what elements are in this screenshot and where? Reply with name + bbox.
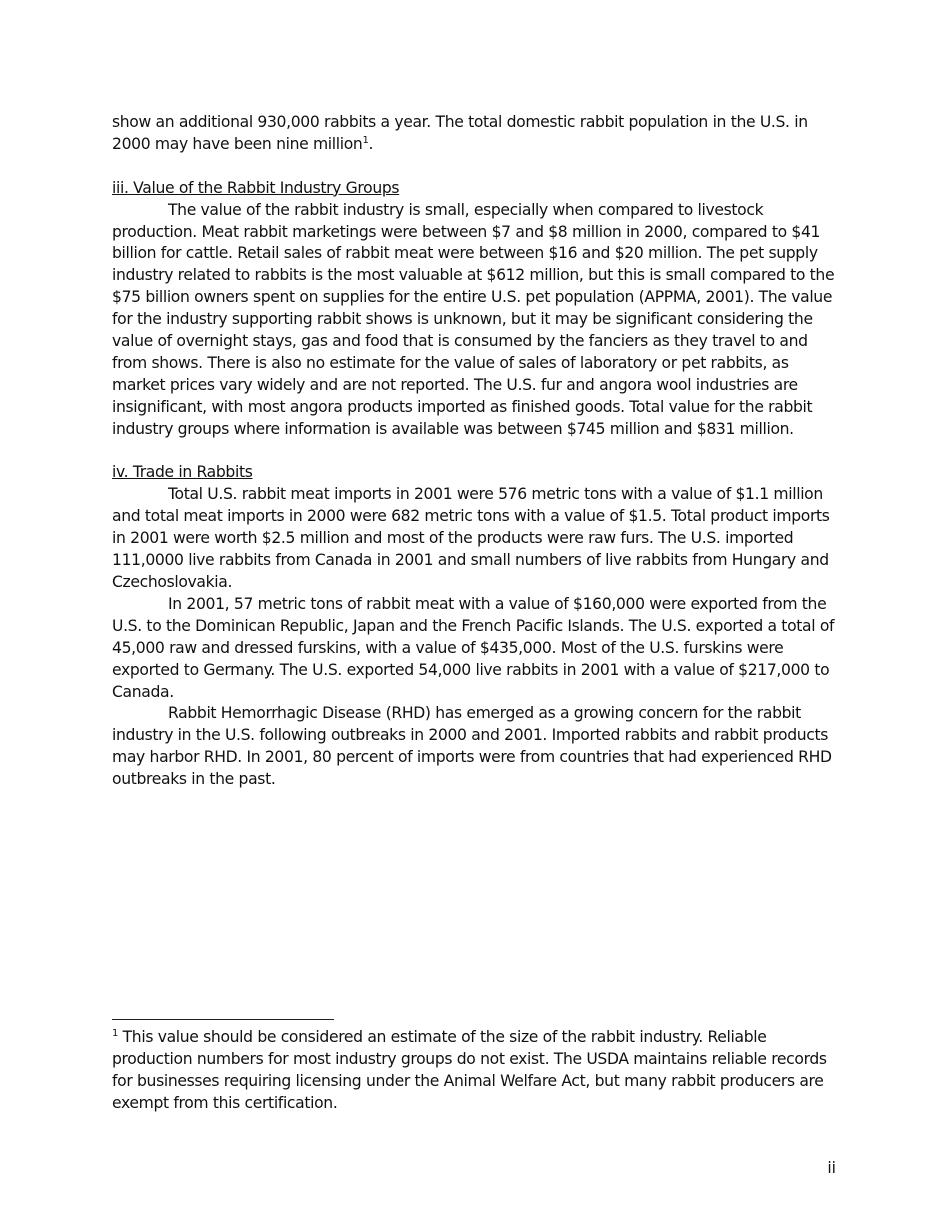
intro-text: show an additional 930,000 rabbits a year. The total domestic rabbit population in the U.S. in 2000 may have been nine million — [112, 113, 808, 153]
spacer — [112, 156, 844, 178]
footnote-reference: 1 — [362, 134, 369, 146]
page-number: ii — [827, 1159, 836, 1177]
section-iii-heading: iii. Value of the Rabbit Industry Groups — [112, 178, 400, 197]
body-text — [112, 112, 844, 791]
spacer — [112, 441, 844, 463]
footnote-divider — [112, 1019, 334, 1020]
intro-paragraph — [112, 112, 844, 156]
footnote-number: 1 — [112, 1027, 119, 1039]
intro-period: . — [368, 134, 374, 153]
section-iii-paragraph: The value of the rabbit industry is small, especially when compared to livestock production. Meat rabbit marketings were between $7 and $8 million in 2000, compared to $41 billion for cattle. Retail sales of rabbit meat were between $16 and $20 million. The pet supply industry related to rabbits is the most valuable at $612 million, but this is small compared to the $75 billion owners spent on supplies for the entire U.S. pet population (APPMA, 2001). The value for the industry supporting rabbit shows is unknown, but it may be significant considering the value of overnight stays, gas and food that is consumed by the fanciers as they travel to and from shows. There is also no estimate for the value of sales of laboratory or pet rabbits, as market prices vary widely and are not reported. The U.S. fur and angora wool industries are insignificant, with most angora products imported as finished goods. Total value for the rabbit industry groups where information is available was between $745 million and $831 million. — [112, 200, 835, 438]
section-iv-heading: iv. Trade in Rabbits — [112, 463, 253, 482]
section-iv-paragraph-rhd: Rabbit Hemorrhagic Disease (RHD) has emerged as a growing concern for the rabbit industry in the U.S. following outbreaks in 2000 and 2001. Imported rabbits and rabbit products may harbor RHD. In 2001, 80 percent of imports were from countries that had experienced RHD outbreaks in the past. — [112, 704, 832, 789]
section-iv-paragraph-imports: Total U.S. rabbit meat imports in 2001 were 576 metric tons with a value of $1.1 million and total meat imports in 2000 were 682 metric tons with a value of $1.5. Total product imports in 2001 were worth $2.5 million and most of the products were raw furs. The U.S. imported 111,0000 live rabbits from Canada in 2001 and small numbers of live rabbits from Hungary and Czechoslovakia. — [112, 485, 830, 591]
footnote — [112, 1027, 844, 1115]
footnote-text: This value should be considered an estimate of the size of the rabbit industry. Reliable production numbers for most industry groups do not exist. The USDA maintains reliable records for businesses requiring licensing under the Animal Welfare Act, but many rabbit producers are exempt from this certification. — [112, 1028, 827, 1112]
section-iv-paragraph-exports: In 2001, 57 metric tons of rabbit meat with a value of $160,000 were exported from the U.S. to the Dominican Republic, Japan and the French Pacific Islands. The U.S. exported a total of 45,000 raw and dressed furskins, with a value of $435,000. Most of the U.S. furskins were exported to Germany. The U.S. exported 54,000 live rabbits in 2001 with a value of $217,000 to Canada. — [112, 594, 835, 701]
